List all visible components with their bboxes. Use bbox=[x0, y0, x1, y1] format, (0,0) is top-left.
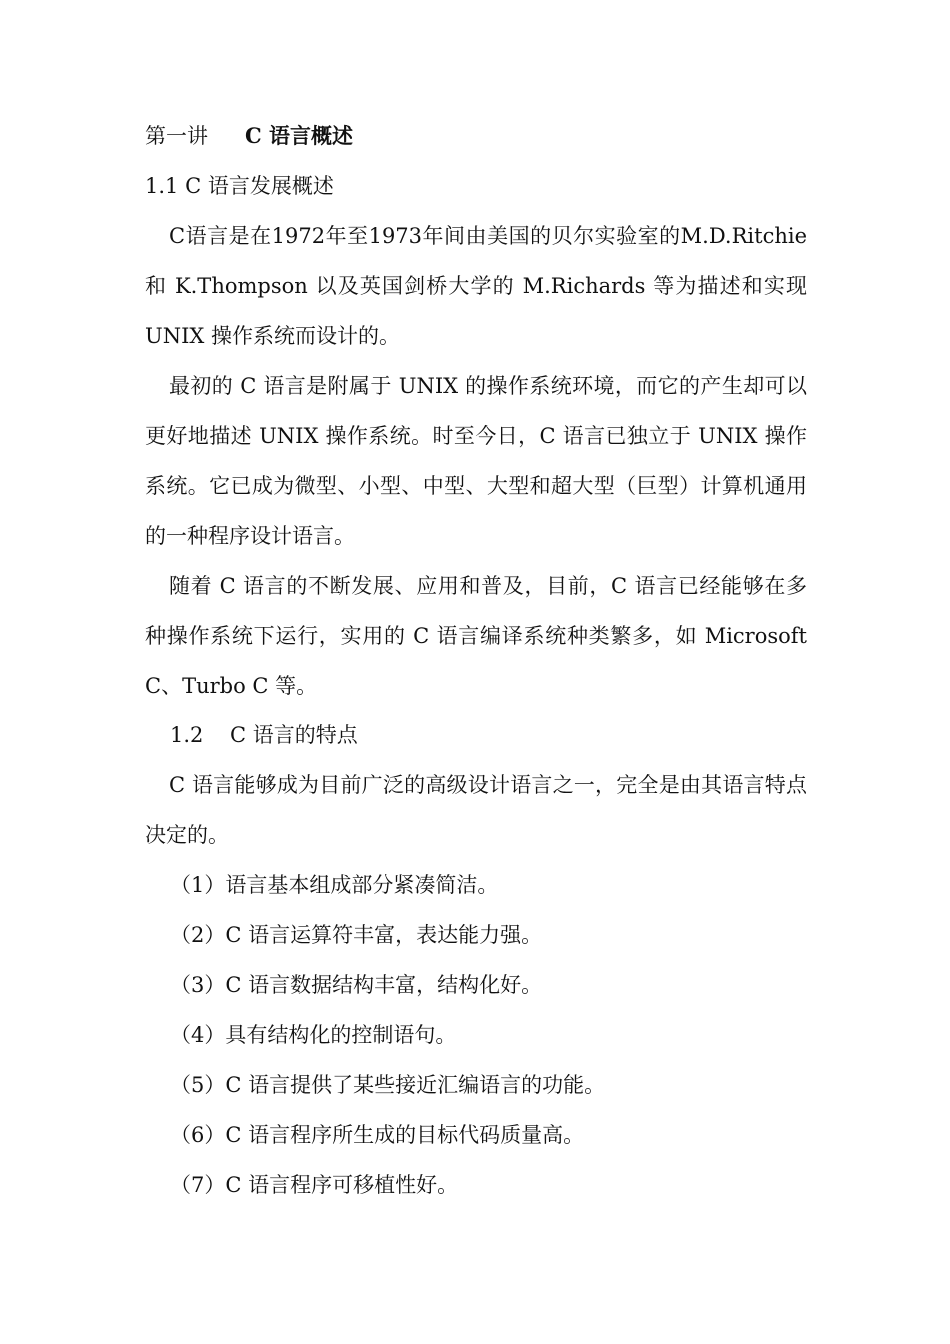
section-title: C 语言的特点 bbox=[230, 723, 358, 747]
feature-item: （1）语言基本组成部分紧凑简洁。 bbox=[170, 873, 499, 897]
paragraph-unix-origin: 最初的 C 语言是附属于 UNIX 的操作系统环境，而它的产生却可以更好地描述 UNIX 操作系统。时至今日，C 语言已独立于 UNIX 操作系统。它已成为微型、小型、中型、大型和超大型（巨型）计算机通用的一种程序设计语言。 bbox=[145, 374, 807, 548]
feature-list bbox=[170, 860, 807, 1210]
paragraph-features-intro: C 语言能够成为目前广泛的高级设计语言之一，完全是由其语言特点决定的。 bbox=[145, 773, 807, 847]
feature-item: （6）C 语言程序所生成的目标代码质量高。 bbox=[170, 1123, 585, 1147]
feature-item: （2）C 语言运算符丰富，表达能力强。 bbox=[170, 923, 543, 947]
chapter-number: 第一讲 bbox=[145, 124, 208, 148]
section-number: 1.2 bbox=[170, 723, 204, 747]
chapter-title bbox=[145, 111, 807, 161]
paragraph-development: 随着 C 语言的不断发展、应用和普及，目前，C 语言已经能够在多种操作系统下运行，实用的 C 语言编译系统种类繁多，如 Microsoft C、Turbo C 等。 bbox=[145, 574, 807, 698]
section-heading-1-1: 1.1 C 语言发展概述 bbox=[145, 174, 334, 198]
feature-item: （5）C 语言提供了某些接近汇编语言的功能。 bbox=[170, 1073, 606, 1097]
feature-item: （4）具有结构化的控制语句。 bbox=[170, 1023, 457, 1047]
feature-item: （7）C 语言程序可移植性好。 bbox=[170, 1173, 459, 1197]
paragraph-history: C语言是在1972年至1973年间由美国的贝尔实验室的M.D.Ritchie和 K.Thompson 以及英国剑桥大学的 M.Richards 等为描述和实现UNIX 操作系统而设计的。 bbox=[145, 224, 807, 348]
feature-item: （3）C 语言数据结构丰富，结构化好。 bbox=[170, 973, 543, 997]
chapter-title-text: C 语言概述 bbox=[245, 123, 354, 148]
section-heading-1-2 bbox=[170, 710, 832, 760]
